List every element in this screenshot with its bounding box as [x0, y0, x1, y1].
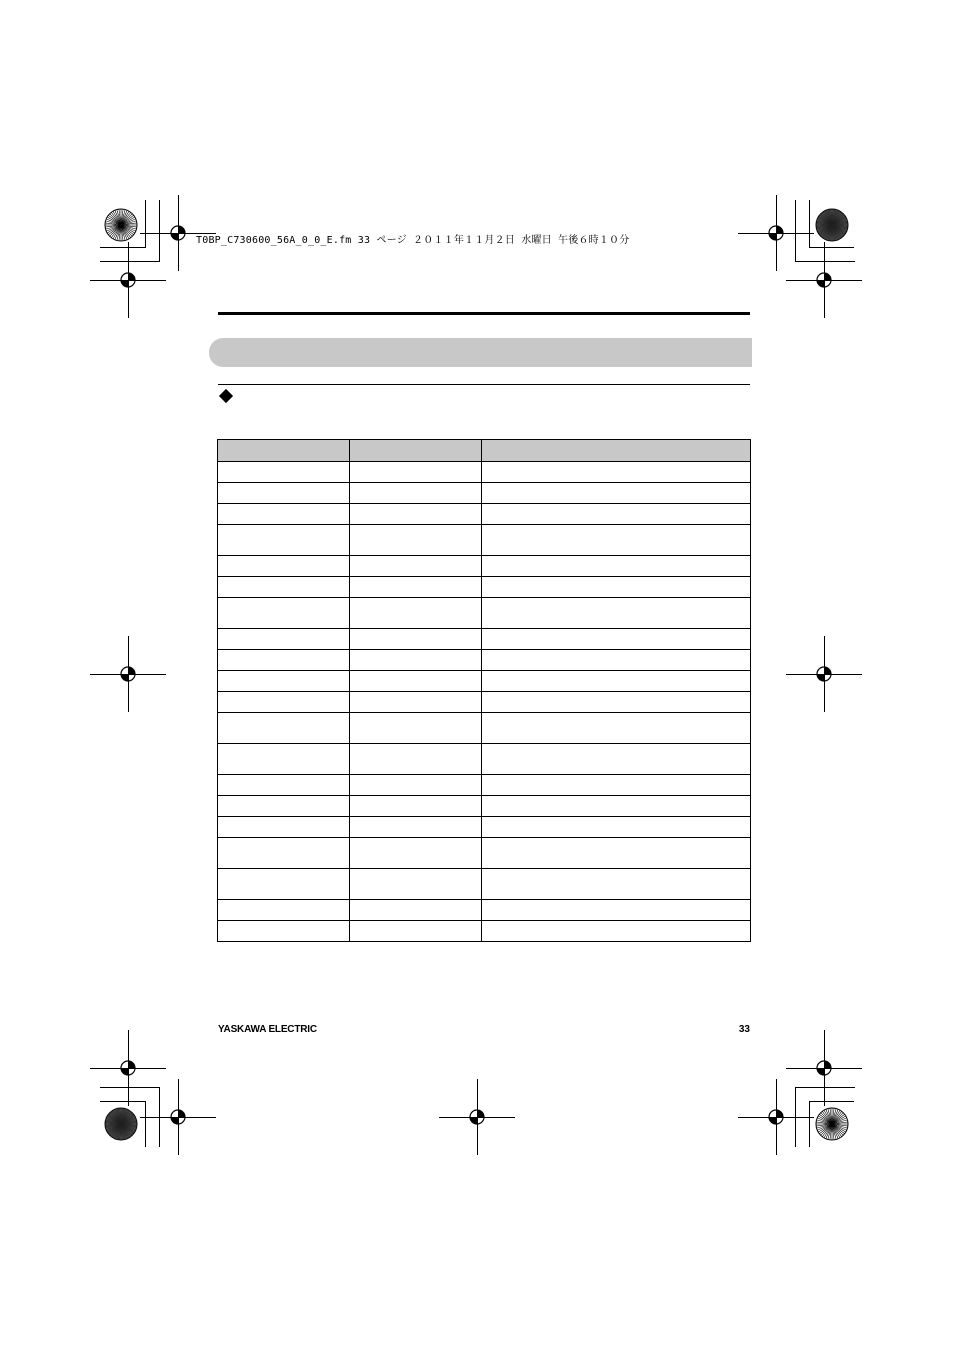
section-heading-band — [209, 338, 752, 367]
table-cell — [218, 869, 350, 900]
table-row — [218, 598, 751, 629]
table-row — [218, 775, 751, 796]
crop-line — [795, 261, 855, 262]
crop-line — [809, 247, 854, 248]
registration-mark-icon — [467, 1107, 487, 1127]
table-cell — [350, 796, 482, 817]
table-cell — [482, 556, 751, 577]
table-cell — [482, 483, 751, 504]
footer-brand: YASKAWA ELECTRIC — [218, 1024, 317, 1035]
table-row — [218, 650, 751, 671]
registration-mark-icon — [814, 270, 834, 290]
crop-line — [100, 1087, 160, 1088]
table-cell — [482, 650, 751, 671]
table-row — [218, 744, 751, 775]
table-cell — [218, 504, 350, 525]
table-cell — [482, 838, 751, 869]
crop-line — [809, 1101, 810, 1147]
table-cell — [350, 817, 482, 838]
table-cell — [218, 744, 350, 775]
table-row — [218, 838, 751, 869]
table-body — [218, 462, 751, 942]
table-cell — [218, 525, 350, 556]
table-header-row — [218, 440, 751, 462]
color-target-icon — [815, 1107, 849, 1141]
table-cell — [350, 556, 482, 577]
table-cell — [482, 462, 751, 483]
registration-mark-icon — [814, 1058, 834, 1078]
table-row — [218, 629, 751, 650]
table-cell — [350, 525, 482, 556]
table-cell — [482, 775, 751, 796]
table-cell — [350, 713, 482, 744]
table-row — [218, 577, 751, 598]
registration-mark-icon — [168, 223, 188, 243]
crop-line — [100, 261, 160, 262]
diamond-bullet-icon — [219, 389, 233, 403]
table-row — [218, 556, 751, 577]
registration-mark-icon — [168, 1107, 188, 1127]
table-cell — [218, 629, 350, 650]
top-rule — [218, 312, 750, 315]
table-cell — [218, 483, 350, 504]
table-cell — [482, 525, 751, 556]
crop-line — [159, 200, 160, 261]
color-target-icon — [815, 208, 849, 242]
table-row — [218, 921, 751, 942]
table-cell — [218, 462, 350, 483]
table-cell — [218, 900, 350, 921]
table-row — [218, 817, 751, 838]
table-cell — [350, 838, 482, 869]
table-row — [218, 713, 751, 744]
table-cell — [350, 671, 482, 692]
table-cell — [218, 921, 350, 942]
table-row — [218, 796, 751, 817]
table-cell — [350, 869, 482, 900]
color-target-icon — [104, 1107, 138, 1141]
table-cell — [350, 598, 482, 629]
table-cell — [218, 838, 350, 869]
table-row — [218, 504, 751, 525]
table-cell — [482, 713, 751, 744]
table-header-cell — [482, 440, 751, 462]
crop-line — [795, 200, 796, 261]
table-row — [218, 462, 751, 483]
table-cell — [482, 692, 751, 713]
table-header-cell — [218, 440, 350, 462]
table-cell — [350, 577, 482, 598]
table-cell — [218, 692, 350, 713]
registration-mark-icon — [118, 1058, 138, 1078]
table-cell — [350, 900, 482, 921]
table-cell — [350, 650, 482, 671]
table-cell — [482, 629, 751, 650]
table-cell — [218, 598, 350, 629]
table-cell — [482, 900, 751, 921]
crop-line — [809, 1101, 854, 1102]
table-cell — [218, 775, 350, 796]
crop-line — [145, 200, 146, 248]
table-cell — [482, 671, 751, 692]
table-cell — [482, 817, 751, 838]
table-row — [218, 900, 751, 921]
color-target-icon — [104, 208, 138, 242]
table-cell — [482, 796, 751, 817]
subsection-rule — [218, 384, 750, 385]
registration-mark-icon — [118, 270, 138, 290]
crop-line — [100, 1101, 145, 1102]
crop-line — [809, 200, 810, 248]
table-cell — [482, 869, 751, 900]
table-cell — [350, 692, 482, 713]
registration-mark-icon — [766, 223, 786, 243]
crop-line — [100, 247, 145, 248]
table-header-cell — [350, 440, 482, 462]
table-cell — [218, 577, 350, 598]
spec-table — [217, 439, 751, 942]
table-row — [218, 483, 751, 504]
table-cell — [218, 817, 350, 838]
table-cell — [218, 671, 350, 692]
crop-line — [145, 1101, 146, 1147]
registration-mark-icon — [766, 1107, 786, 1127]
table-cell — [482, 504, 751, 525]
registration-mark-icon — [118, 664, 138, 684]
table-row — [218, 671, 751, 692]
table-cell — [350, 775, 482, 796]
table-cell — [350, 744, 482, 775]
table-cell — [482, 921, 751, 942]
table-cell — [350, 921, 482, 942]
table-cell — [218, 713, 350, 744]
file-header-info: T0BP_C730600_56A_0_0_E.fm 33 ページ ２０１１年１１月２日 水曜日 午後６時１０分 — [196, 235, 630, 246]
table-cell — [218, 556, 350, 577]
table-cell — [350, 504, 482, 525]
table-cell — [482, 598, 751, 629]
table-row — [218, 692, 751, 713]
registration-mark-icon — [814, 664, 834, 684]
table-cell — [218, 796, 350, 817]
table-cell — [350, 462, 482, 483]
table-cell — [482, 577, 751, 598]
table-cell — [350, 483, 482, 504]
table-row — [218, 869, 751, 900]
crop-line — [795, 1087, 855, 1088]
footer-page-number: 33 — [738, 1024, 750, 1035]
table-row — [218, 525, 751, 556]
table-cell — [218, 650, 350, 671]
table-cell — [350, 629, 482, 650]
table-cell — [482, 744, 751, 775]
